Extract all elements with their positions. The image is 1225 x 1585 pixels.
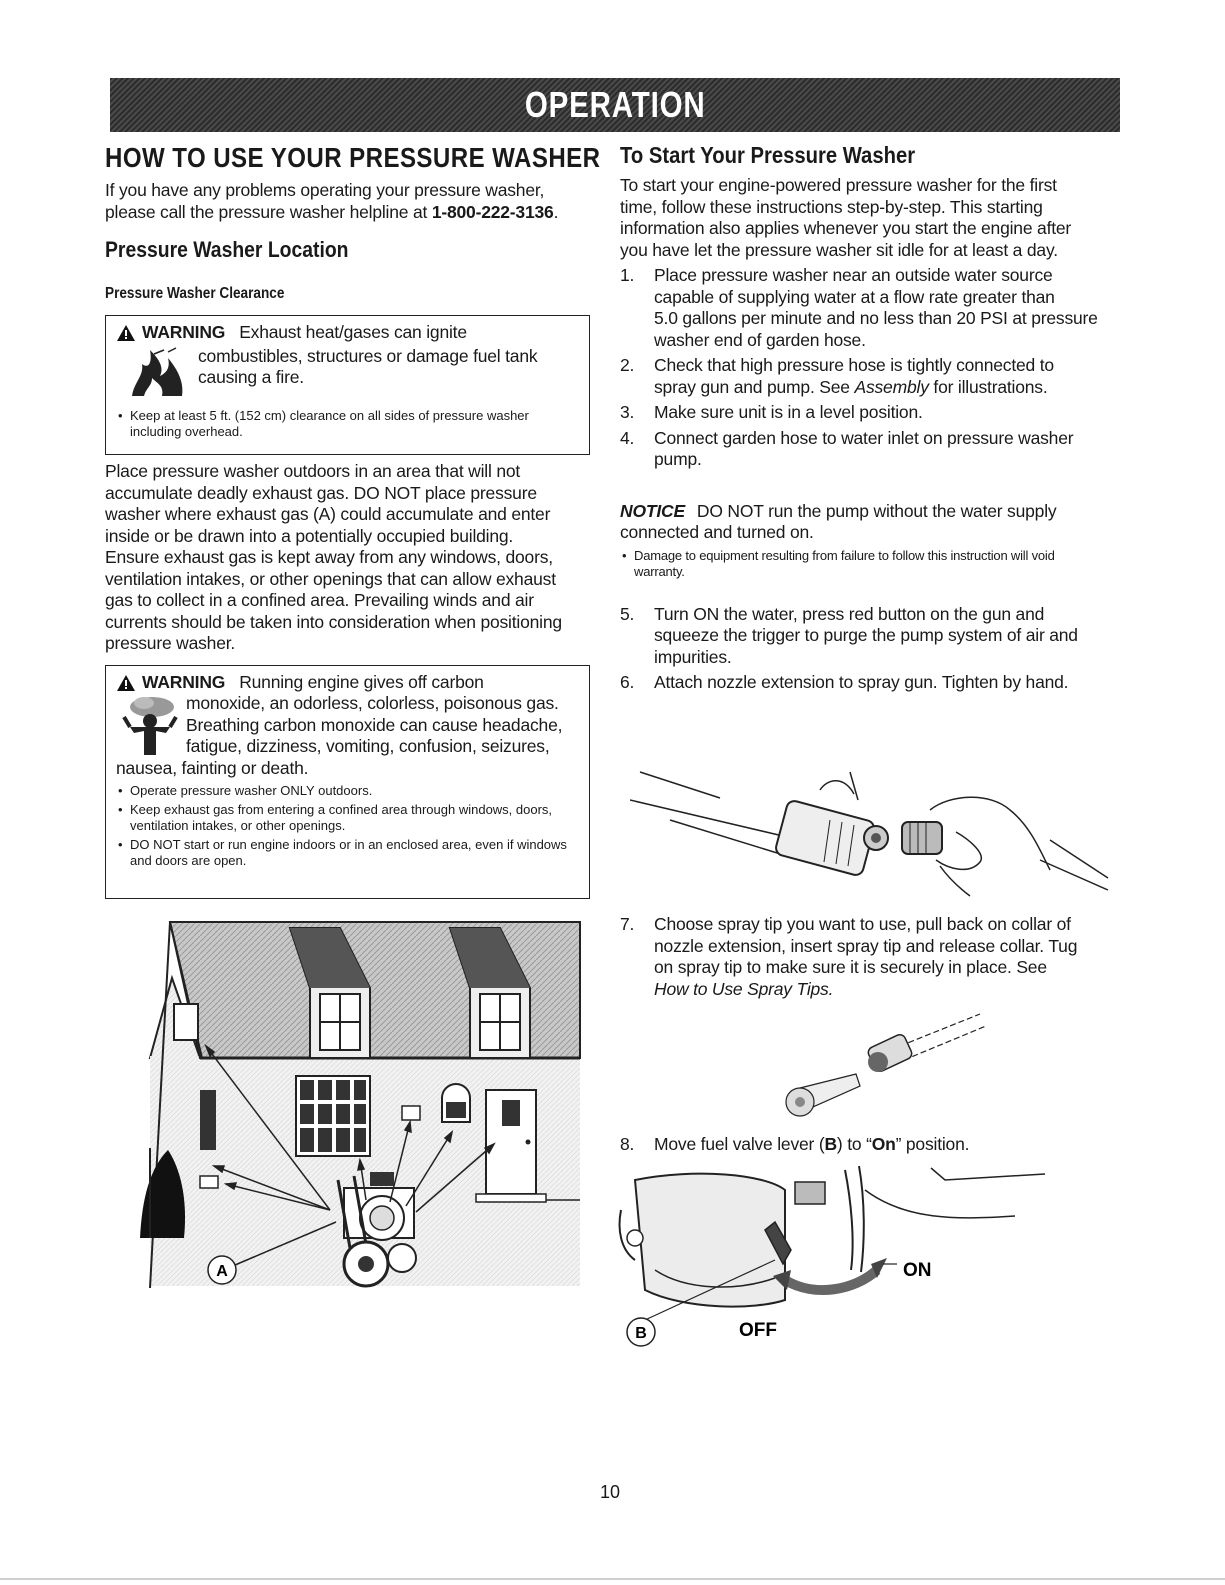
warning-line: nausea, fainting or death. [116,757,309,778]
paragraph-line: Place pressure washer outdoors in an area that will not [105,461,521,481]
warning-label: WARNING [142,322,226,342]
spray-tip-illustration [760,1010,990,1120]
step-number: 3. [620,402,635,422]
paragraph-line: currents should be taken into consideration when positioning [105,611,562,632]
location-heading: Pressure Washer Location [105,237,349,262]
page-number: 10 [599,1482,621,1502]
location-paragraph [105,461,590,655]
step-line: capable of supplying water at a flow rate greater than [654,286,1055,307]
poison-gas-icon [120,693,182,757]
step-on-word: On [871,1134,896,1154]
step-line: on spray tip to make sure it is securely in place. See [654,957,1047,977]
bottom-rule [0,1578,1225,1580]
step-line: 5.0 gallons per minute and no less than 20 PSI at pressure [654,308,1098,328]
warning-bullet: • DO NOT start or run engine indoors or in an enclosed area, even if windows and doors are open. [116,837,579,869]
intro-line: To start your engine-powered pressure washer for the first [620,175,1057,195]
step-8 [620,1134,1120,1156]
intro-line: If you have any problems operating your pressure washer, [105,180,545,200]
fuel-on-label: ON [903,1260,932,1281]
step-7 [620,914,1120,1000]
warning-box-fire [105,315,590,455]
warning-bullet: • Keep at least 5 ft. (152 cm) clearance on all sides of pressure washer including overhead. [116,408,579,440]
warning-bullet: • Operate pressure washer ONLY outdoors. [116,783,579,799]
notice-label: NOTICE [620,500,685,521]
step-line: nozzle extension, insert spray tip and release collar. Tug [654,935,1078,956]
start-heading: To Start Your Pressure Washer [620,142,916,168]
warning-triangle-icon [116,674,136,692]
step-8-list [620,1134,1120,1156]
warning-label: WARNING [142,671,226,692]
step-3 [620,402,1120,424]
step-text: for illustrations. [928,376,1048,397]
notice-bullets [620,548,1060,580]
step-line [654,377,1120,399]
paragraph-line: gas to collect in a confined area. Prevailing winds and air [105,590,534,610]
helpline-number: 1-800-222-3136 [431,201,554,222]
callout-b-label: B [635,1325,647,1342]
step-number: 7. [620,914,635,934]
warning-box-carbon-monoxide [105,665,590,899]
spray-tips-reference: How to Use Spray Tips. [654,978,834,999]
step-line [654,1134,1120,1156]
steps-list-continued [620,604,1120,694]
step-6 [620,672,1120,694]
step-number: 6. [620,672,635,692]
paragraph-line: accumulate deadly exhaust gas. DO NOT place pressure [105,482,537,503]
left-column [105,142,601,899]
intro-line [105,202,590,224]
step-7-list [620,914,1120,1000]
step-text: spray gun and pump. See [654,376,855,397]
warning-bullets [116,408,579,440]
warning-bullets [116,783,579,869]
step-line: Turn ON the water, press red button on the gun and [654,603,1045,624]
notice-text: DO NOT run the pump without the water supply [696,500,1057,521]
intro-line: you have let the pressure washer sit idle for at least a day. [620,239,1058,260]
notice-line [620,501,1120,523]
step-7-item [620,914,1120,1000]
intro-end: . [553,201,559,222]
right-column [620,142,1120,694]
step-line: Check that high pressure hose is tightly connected to [654,355,1054,375]
step-4 [620,428,1120,471]
step-8-item [620,1134,1120,1156]
page-heading: HOW TO USE YOUR PRESSURE WASHER [105,142,601,173]
step-2 [620,355,1120,398]
paragraph-line: washer where exhaust gas (A) could accumulate and enter [105,504,551,524]
warning-line: causing a fire. [198,367,304,387]
warning-line: Breathing carbon monoxide can cause headache, [186,714,563,735]
step-line: washer end of garden hose. [654,329,866,350]
step-5 [620,604,1120,669]
fire-icon [124,346,192,398]
intro-text: please call the pressure washer helpline at [105,201,432,222]
notice-bullet: • Damage to equipment resulting from failure to follow this instruction will void warranty. [620,548,1060,580]
warning-line: fatigue, dizziness, vomiting, confusion, seizures, [186,736,550,756]
intro-line: information also applies whenever you start the engine after [620,218,1072,238]
warning-line: combustibles, structures or damage fuel tank [198,345,538,366]
fuel-valve-illustration [615,1160,1055,1360]
step-line: pump. [654,449,702,469]
step-callout-b: B [824,1134,837,1154]
step-text: ) to “ [836,1134,872,1154]
start-intro [620,175,1120,261]
step-number: 2. [620,355,635,375]
callout-a-label: A [216,1263,228,1280]
step-text: ” position. [895,1134,970,1154]
step-1 [620,265,1120,351]
clearance-heading: Pressure Washer Clearance [105,285,285,302]
step-number: 5. [620,603,635,624]
warning-triangle-icon [116,324,136,342]
front-window [296,1076,370,1156]
paragraph-line: inside or be drawn into a potentially occupied building. [105,525,514,546]
warning-bullet: • Keep exhaust gas from entering a confined area through windows, doors, ventilation intakes, or other openings. [116,802,579,834]
paragraph-line: ventilation intakes, or other openings that can allow exhaust [105,568,556,589]
step-line: Attach nozzle extension to spray gun. Tighten by hand. [654,672,1069,692]
exhaust-clearance-illustration [140,918,590,1318]
step-number: 8. [620,1134,635,1154]
steps-list [620,265,1120,471]
intro-paragraph [105,180,590,223]
step-line: Make sure unit is in a level position. [654,402,923,422]
step-line: Place pressure washer near an outside water source [654,265,1053,285]
section-banner [110,78,1120,132]
step-line: Choose spray tip you want to use, pull back on collar of [654,914,1071,934]
step-number: 4. [620,427,635,448]
warning-line: Running engine gives off carbon [239,671,484,692]
step-line: impurities. [654,646,732,667]
step-number: 1. [620,265,635,285]
warning-line: monoxide, an odorless, colorless, poisonous gas. [186,693,559,713]
paragraph-line: pressure washer. [105,633,236,653]
notice-line: connected and turned on. [620,522,814,542]
paragraph-line: Ensure exhaust gas is kept away from any windows, doors, [105,547,553,567]
intro-line: time, follow these instructions step-by-step. This starting [620,196,1043,217]
step-text: Move fuel valve lever ( [654,1134,825,1154]
step-line: Connect garden hose to water inlet on pressure washer [654,427,1074,448]
fuel-off-label: OFF [739,1320,777,1341]
banner-title: OPERATION [524,84,706,125]
nozzle-extension-illustration [630,770,1110,910]
step-line: squeeze the trigger to purge the pump system of air and [654,625,1078,645]
notice-block [620,501,1120,580]
assembly-reference: Assembly [854,376,929,397]
pressure-washer-drawing [338,1172,416,1286]
warning-line: Exhaust heat/gases can ignite [239,322,467,342]
